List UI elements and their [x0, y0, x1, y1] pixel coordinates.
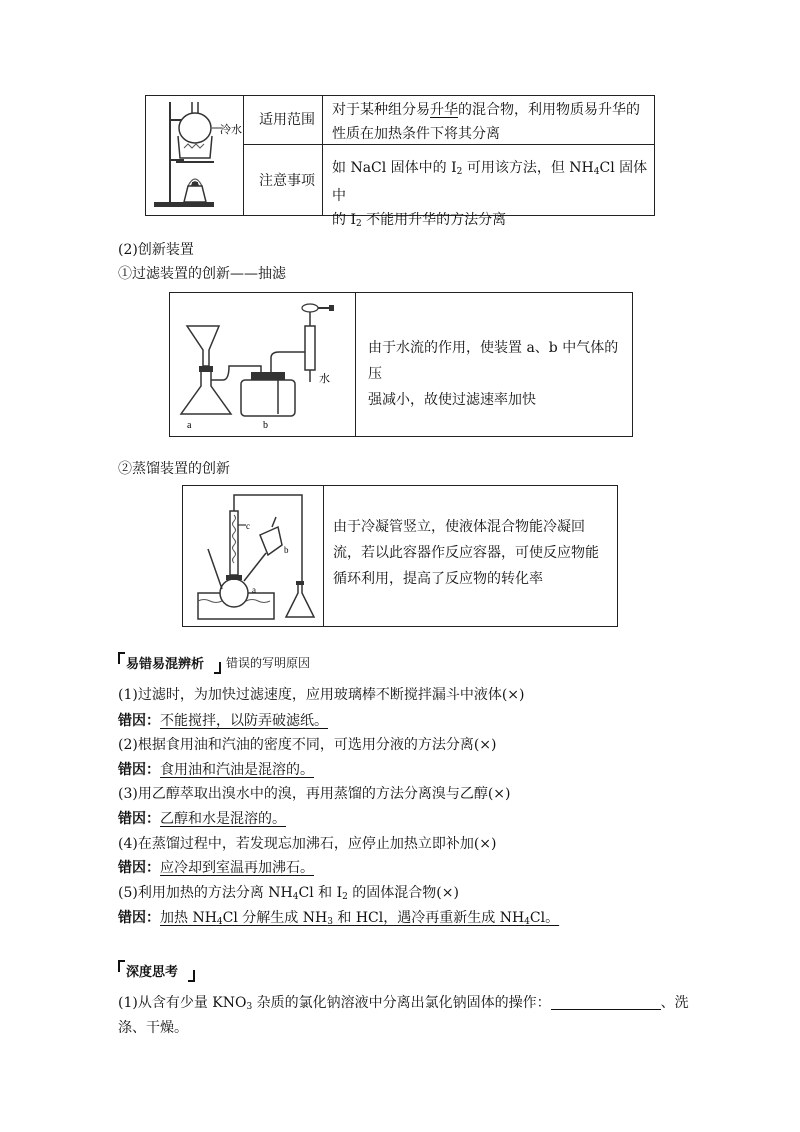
item-1-answer: 错因：不能搅拌，以防弄破滤纸。 [118, 713, 328, 729]
item-4-answer: 错因：应冷却到室温再加沸石。 [118, 860, 314, 876]
table1-divider [322, 96, 323, 215]
table3-divider [323, 486, 324, 626]
cold-water-label: 冷水 [220, 124, 242, 136]
reflux-distillation-figure [186, 489, 322, 625]
suction-filtration-title: ①过滤装置的创新——抽滤 [118, 266, 286, 282]
item-3-question: (3)用乙醇萃取出溴水中的溴，再用蒸馏的方法分离溴与乙醇(×) [118, 786, 511, 802]
funnel-b-label: b [284, 545, 289, 555]
bottle-b-label: b [263, 420, 268, 431]
item-4-question: (4)在蒸馏过程中，若发现忘加沸石，应停止加热立即补加(×) [118, 836, 497, 852]
item-2-answer: 错因：食用油和汽油是混溶的。 [118, 762, 314, 778]
table1-divider [243, 96, 244, 215]
deep-question-1: (1)从含有少量 $KNO_3$ 杂质的氯化钠溶液中分离出氯化钠固体的操作： 、洗 [118, 995, 689, 1012]
table2-divider [355, 293, 356, 436]
row-label-scope: 适用范围 [259, 112, 315, 128]
water-label: 水 [319, 373, 330, 385]
item-5-answer: 错因：加热 $NH_4Cl$ 分解生成 $NH_3$ 和 HCl，遇冷再重新生成 $NH_4Cl$。 [118, 910, 560, 927]
answer-blank[interactable] [551, 994, 661, 1010]
error-section-title: 易错易混辨析 [126, 657, 205, 672]
suction-filtration-figure [173, 296, 353, 434]
suction-filtration-table [169, 292, 633, 437]
flask-a-label: a [252, 585, 256, 595]
innovation-heading: (2)创新装置 [118, 242, 194, 258]
item-5-question: (5)利用加热的方法分离 $NH_4Cl$ 和 $I_2$ 的固体混合物(×) [118, 885, 459, 902]
error-section-note: 错误的写明原因 [226, 656, 311, 670]
deep-section-header [118, 960, 208, 982]
item-2-question: (2)根据食用油和汽油的密度不同，可选用分液的方法分离(×) [118, 737, 497, 753]
item-3-answer: 错因：乙醇和水是混溶的。 [118, 811, 286, 827]
row-label-notes: 注意事项 [259, 173, 315, 189]
distillation-title: ②蒸馏装置的创新 [118, 461, 230, 477]
notes-text: 如 NaCl 固体中的 $I_2$ 可用该方法，但 $NH_4Cl$ 固体中 的 $I_2$ 不能用升华的方法分离 [332, 160, 648, 229]
scope-text: 对于某种组分易升华的混合物，利用物质易升华的 性质在加热条件下将其分离 [332, 102, 640, 142]
deep-question-1-cont: 涤、干燥。 [118, 1020, 188, 1036]
condenser-c-label: c [246, 521, 250, 531]
distillation-table [182, 485, 618, 627]
item-1-question: (1)过滤时，为加快过滤速度，应用玻璃棒不断搅拌漏斗中液体(×) [118, 687, 525, 703]
sublimation-apparatus-figure [148, 98, 243, 213]
distillation-description: 由于冷凝管竖立，使液体混合物能冷凝回 流，若以此容器作反应容器，可使反应物能 循环利用，提高了反应物的转化率 [333, 519, 599, 587]
error-section-header [118, 652, 338, 674]
deep-section-title: 深度思考 [126, 965, 179, 980]
sublimation-table [145, 95, 655, 229]
flask-a-label: a [187, 420, 192, 431]
suction-filtration-description: 由于水流的作用，使装置 a、b 中气体的压 强减小，故使过滤速率加快 [368, 340, 619, 408]
